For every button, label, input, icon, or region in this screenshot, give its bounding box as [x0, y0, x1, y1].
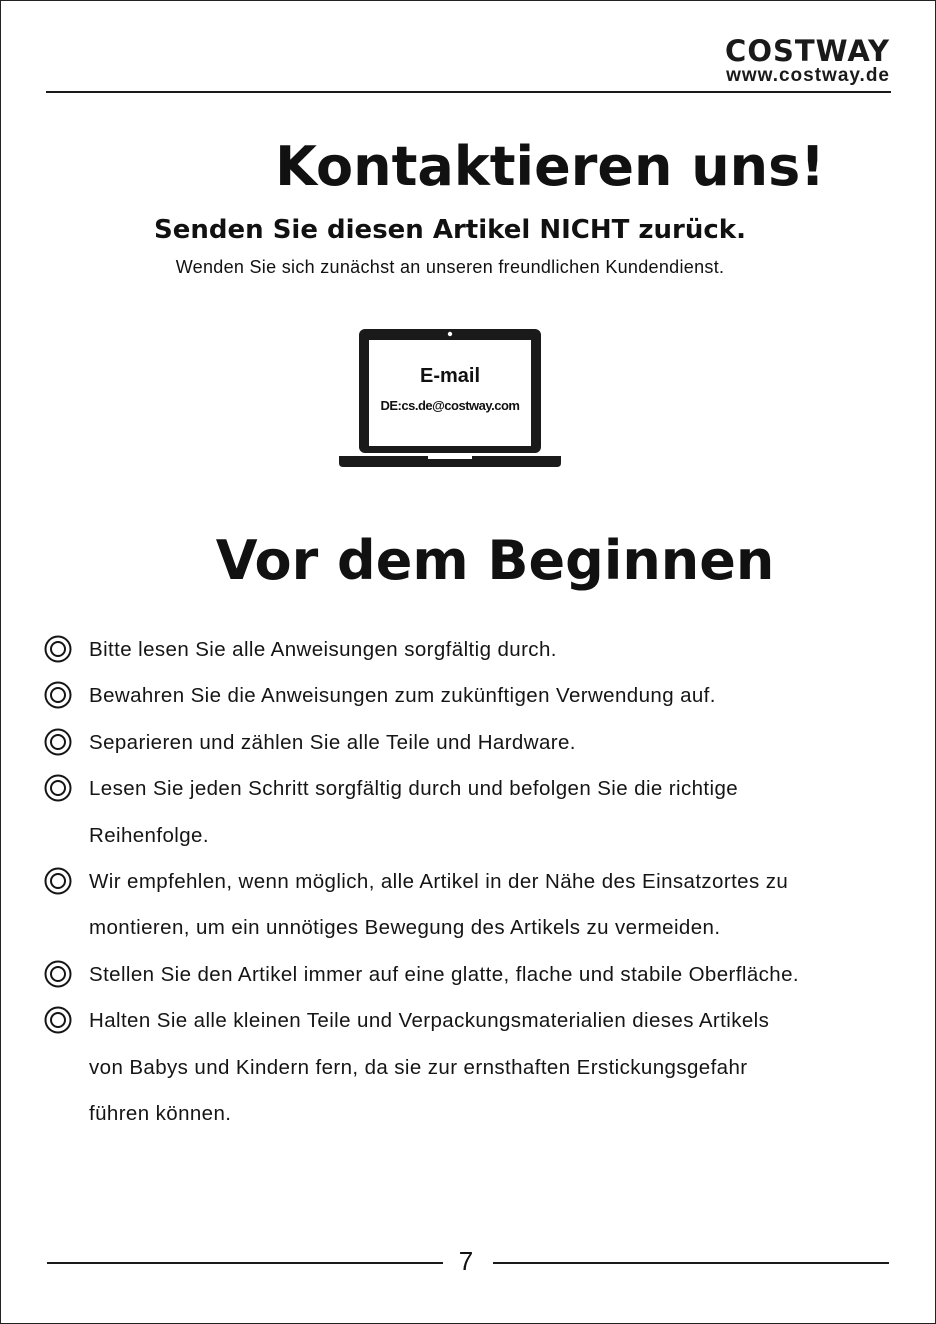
footer-rule-right [493, 1262, 889, 1264]
instruction-line: Wir empfehlen, wenn möglich, alle Artikel in der Nähe des Einsatzortes zu [89, 870, 789, 893]
header-rule [46, 91, 891, 93]
instruction-line: Stellen Sie den Artikel immer auf eine glatte, flache und stabile Oberfläche. [89, 962, 799, 986]
instruction-line: Bewahren Sie die Anweisungen zum zukünftigen Verwendung auf. [89, 684, 716, 708]
double-circle-bullet-icon [43, 866, 73, 896]
instruction-line: Lesen Sie jeden Schritt sorgfältig durch und befolgen Sie die richtige [89, 777, 739, 801]
page-number: 7 [458, 1246, 474, 1276]
contact-title: Kontaktieren uns! [275, 135, 825, 198]
double-circle-bullet-icon [43, 727, 73, 757]
before-title: Vor dem Beginnen [215, 529, 775, 592]
instruction-line: Halten Sie alle kleinen Teile und Verpackungsmaterialien dieses Artikels [89, 1009, 770, 1033]
brand-url: www.costway.de [726, 65, 890, 86]
double-circle-bullet-icon [43, 1005, 73, 1035]
email-address[interactable]: DE:cs.de@costway.com [380, 398, 520, 413]
footer-rule-left [47, 1262, 443, 1264]
double-circle-bullet-icon [43, 773, 73, 803]
instruction-line: führen können. [89, 1102, 232, 1125]
double-circle-bullet-icon [43, 680, 73, 710]
instruction-line: von Babys und Kindern fern, da sie zur ernsthaften Erstickungsgefahr [89, 1055, 748, 1079]
return-warning: Senden Sie diesen Artikel NICHT zurück. [154, 215, 746, 245]
double-circle-bullet-icon [43, 634, 73, 664]
instruction-line: Reihenfolge. [89, 823, 209, 847]
customer-service-info: Wenden Sie sich zunächst an unseren freundlichen Kundendienst. [175, 257, 725, 277]
double-circle-bullet-icon [43, 959, 73, 989]
instruction-line: Bitte lesen Sie alle Anweisungen sorgfältig durch. [89, 638, 557, 661]
instruction-line: Separieren und zählen Sie alle Teile und Hardware. [89, 730, 576, 754]
email-label: E-mail [419, 365, 481, 387]
brand-logo: COSTWAY [725, 34, 890, 68]
instruction-line: montieren, um ein unnötiges Bewegung des Artikels zu vermeiden. [89, 916, 721, 940]
brand-header [725, 36, 890, 86]
